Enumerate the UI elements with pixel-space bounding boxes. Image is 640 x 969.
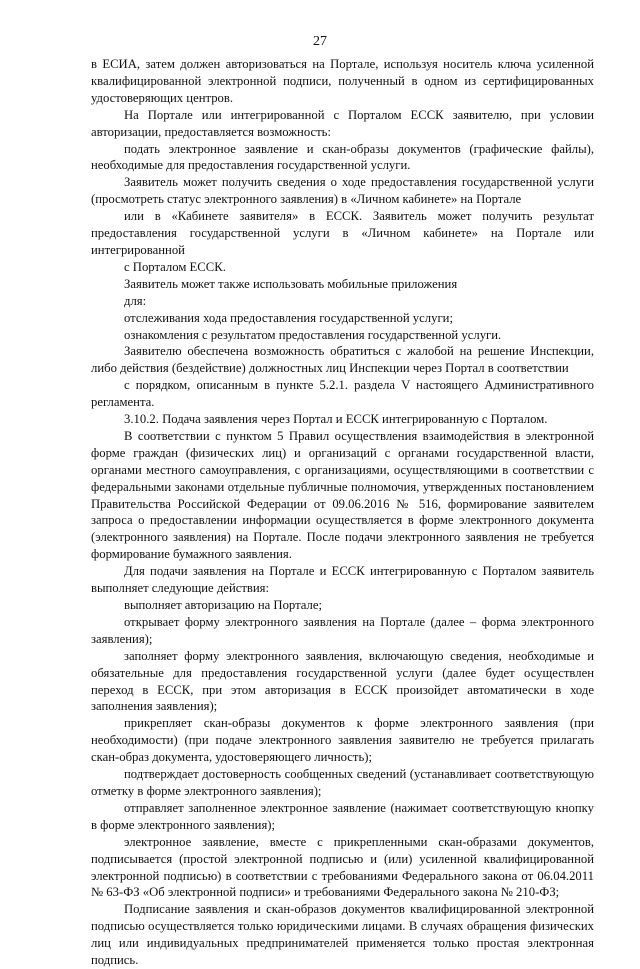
paragraph: или в «Кабинете заявителя» в ЕССК. Заявитель может получить результат предоставления государственной услуги в «Личном кабинете» на Портале или интегрированной	[91, 209, 594, 257]
paragraph: в ЕСИА, затем должен авторизоваться на Портале, используя носитель ключа усиленной квалифицированной электронной подписи, полученный в одном из сертифицированных удостоверяющих центров.	[91, 57, 594, 105]
section-heading: 3.10.2. Подача заявления через Портал и ЕССК интегрированную с Порталом.	[124, 412, 548, 427]
document-body	[91, 56, 594, 969]
paragraph: для:	[124, 293, 147, 308]
paragraph: с порядком, описанным в пункте 5.2.1. раздела V настоящего Административного регламента.	[91, 378, 594, 410]
paragraph: На Портале или интегрированной с Порталом ЕССК заявителю, при условии авторизации, предоставляется возможность:	[91, 107, 594, 139]
list-item: прикрепляет скан-образы документов к форме электронного заявления (при необходимости) (при подаче электронного заявления заявителю не требуется прилагать скан-образ документа, удостоверяющего личность);	[91, 716, 594, 765]
paragraph: отслеживания хода предоставления государственной услуги;	[124, 310, 453, 325]
paragraph: В соответствии с пунктом 5 Правил осуществления взаимодействия в электронной форме граждан (физических лиц) и организаций с органами государственной власти, органами местного самоуправления, с организациями, осуществляющими в соответствии с федеральными законами отдельные публичные полномочия, утвержденных постановлением Правительства Российской Федерации от 09.06.2016 № 516, формирование заявителем запроса о предоставлении информации осуществляется в форме электронного документа (электронного заявления) на Портале. После подачи электронного заявления не требуется формирование бумажного заявления.	[91, 428, 594, 562]
paragraph: с Порталом ЕССК.	[124, 259, 226, 274]
list-item: отправляет заполненное электронное заявление (нажимает соответствующую кнопку в форме электронного заявления);	[91, 800, 594, 832]
paragraph: Заявителю обеспечена возможность обратиться с жалобой на решение Инспекции, либо действия (бездействие) должностных лиц Инспекции через Портал в соответствии	[91, 344, 594, 376]
list-item: электронное заявление, вместе с прикрепленными скан-образами документов, подписывается (простой электронной подписью и (или) усиленной квалифицированной электронной подписью) в соответствии с требованиями Федерального закона от 06.04.2011 № 63-ФЗ «Об электронной подписи» и требованиями Федерального закона № 210-ФЗ;	[91, 834, 594, 900]
paragraph: Подписание заявления и скан-образов документов квалифицированной электронной подписью осуществляется только юридическими лицами. В случаях обращения физических лиц или индивидуальных предпринимателей применяется только простая электронная подпись.	[91, 902, 594, 968]
list-item: заполняет форму электронного заявления, включающую сведения, необходимые и обязательные для предоставления государственной услуги (далее будет осуществлен переход в ЕССК, при этом авторизация в ЕССК произойдет автоматически в ходе заполнения заявления);	[91, 648, 594, 714]
list-item: открывает форму электронного заявления на Портале (далее – форма электронного заявления);	[91, 614, 594, 646]
paragraph: Для подачи заявления на Портале и ЕССК интегрированную с Порталом заявитель выполняет следующие действия:	[91, 564, 594, 596]
paragraph: ознакомления с результатом предоставления государственной услуги.	[124, 327, 502, 342]
list-item: выполняет авторизацию на Портале;	[124, 598, 323, 612]
paragraph: Заявитель может получить сведения о ходе предоставления государственной услуги (просмотреть статус электронного заявления) в «Личном кабинете» на Портале	[91, 175, 594, 207]
paragraph: Заявитель может также использовать мобильные приложения	[124, 276, 458, 291]
page-number: 27	[313, 34, 327, 49]
list-item: подтверждает достоверность сообщенных сведений (устанавливает соответствующую отметку в форме электронного заявления);	[91, 767, 594, 798]
paragraph: подать электронное заявление и скан-образы документов (графические файлы), необходимые для предоставления государственной услуги.	[91, 141, 594, 173]
